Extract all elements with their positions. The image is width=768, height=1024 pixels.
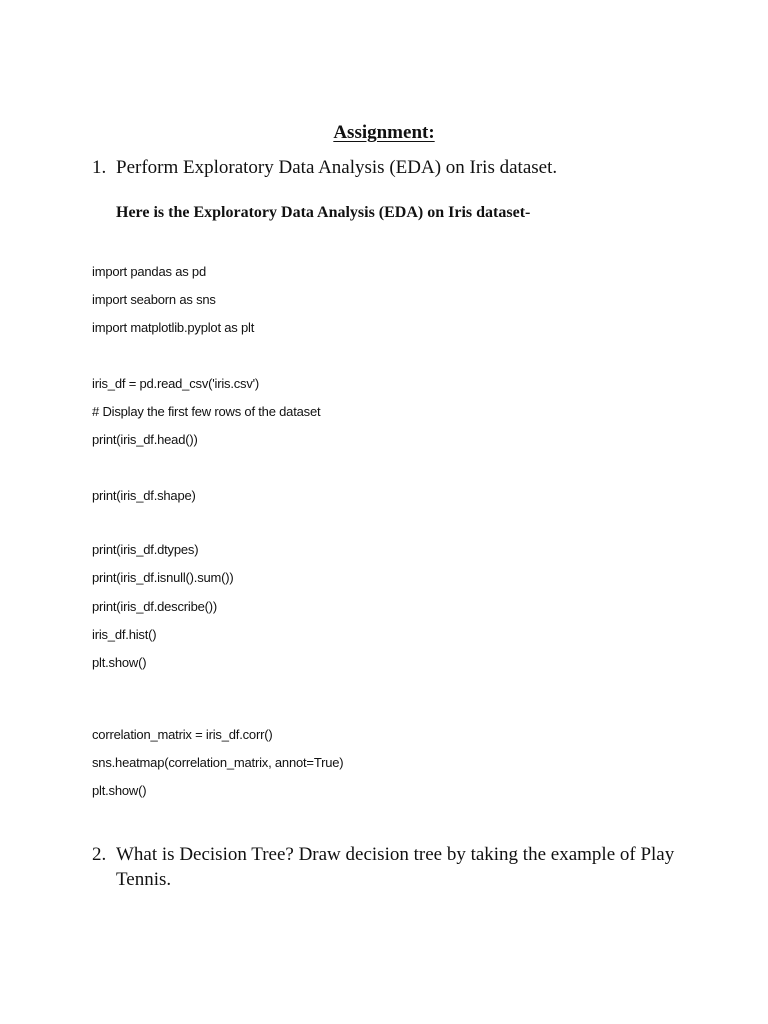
code-line-7: print(iris_df.shape) [92, 488, 196, 503]
code-line-10: print(iris_df.describe()) [92, 599, 218, 614]
code-line-12: plt.show() [92, 655, 147, 670]
code-line-14: sns.heatmap(correlation_matrix, annot=True) [92, 755, 344, 770]
question-1-number: 1. [92, 157, 107, 178]
code-line-8: print(iris_df.dtypes) [92, 542, 199, 557]
question-2-text: What is Decision Tree? Draw decision tree by taking the example of Play Tennis. [116, 844, 675, 890]
question-1 [92, 155, 682, 180]
code-line-1: import pandas as pd [92, 264, 206, 279]
question-2-number: 2. [92, 844, 107, 865]
code-line-6: print(iris_df.head()) [92, 432, 198, 447]
code-line-3: import matplotlib.pyplot as plt [92, 320, 255, 335]
code-line-5: # Display the first few rows of the dataset [92, 404, 321, 419]
code-line-15: plt.show() [92, 783, 147, 798]
assignment-title: Assignment: [333, 122, 435, 143]
question-1-text: Perform Exploratory Data Analysis (EDA) on Iris dataset. [116, 157, 558, 178]
code-line-13: correlation_matrix = iris_df.corr() [92, 727, 273, 742]
question-2 [92, 842, 682, 892]
code-line-9: print(iris_df.isnull().sum()) [92, 570, 234, 585]
eda-intro: Here is the Exploratory Data Analysis (EDA) on Iris dataset- [116, 204, 531, 221]
code-line-11: iris_df.hist() [92, 627, 157, 642]
code-line-2: import seaborn as sns [92, 292, 216, 307]
code-line-4: iris_df = pd.read_csv('iris.csv') [92, 376, 260, 391]
